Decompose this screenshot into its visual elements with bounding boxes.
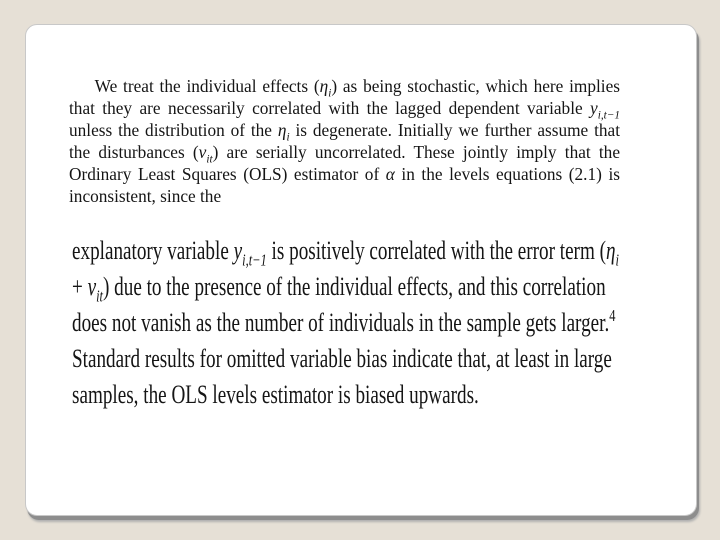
math-v: $v_{it}$	[198, 142, 213, 166]
paragraph-top	[69, 75, 620, 207]
math-v: $v_{it}$	[87, 271, 104, 306]
footnote-marker: 4	[609, 306, 616, 326]
paragraph-bottom	[72, 232, 619, 412]
text-run: ) due to the presence of the individual effects, and this correlation does not vanish as the number of individuals in the sample gets larger.	[72, 271, 610, 337]
text-run: ) as being stochastic, which here implies that they are necessarily correlated with the lagged dependent variable	[69, 76, 620, 118]
paragraph-top-text	[69, 75, 620, 207]
text-run: unless the distribution of the	[69, 120, 278, 140]
text-run: ) are serially uncorrelated. These jointly imply that the Ordinary Least Squares (OLS) estimator of	[69, 142, 621, 184]
text-run: is degenerate. Initially we further assume that the disturbances (	[69, 120, 620, 162]
text-run: in the levels equations (2.1) is inconsistent, since the	[69, 164, 620, 206]
math-alpha: α	[385, 164, 395, 184]
math-y-lag: $y_{i,t-1}$	[233, 235, 267, 270]
text-run: We treat the individual effects (	[94, 76, 320, 96]
math-y-lag: $y_{i,t-1}$	[590, 98, 620, 122]
math-eta: $\eta_i$	[277, 120, 290, 144]
text-run: is positively correlated with the error term (	[266, 235, 607, 265]
math-eta: $\eta_i$	[606, 235, 619, 270]
paragraph-bottom-text	[72, 232, 619, 412]
text-run: explanatory variable	[72, 235, 234, 265]
math-plus: +	[72, 271, 88, 301]
text-run: Standard results for omitted variable bias indicate that, at least in large samples, the OLS levels estimator is biased upwards.	[72, 343, 612, 409]
math-eta: $\eta_i$	[319, 76, 332, 100]
